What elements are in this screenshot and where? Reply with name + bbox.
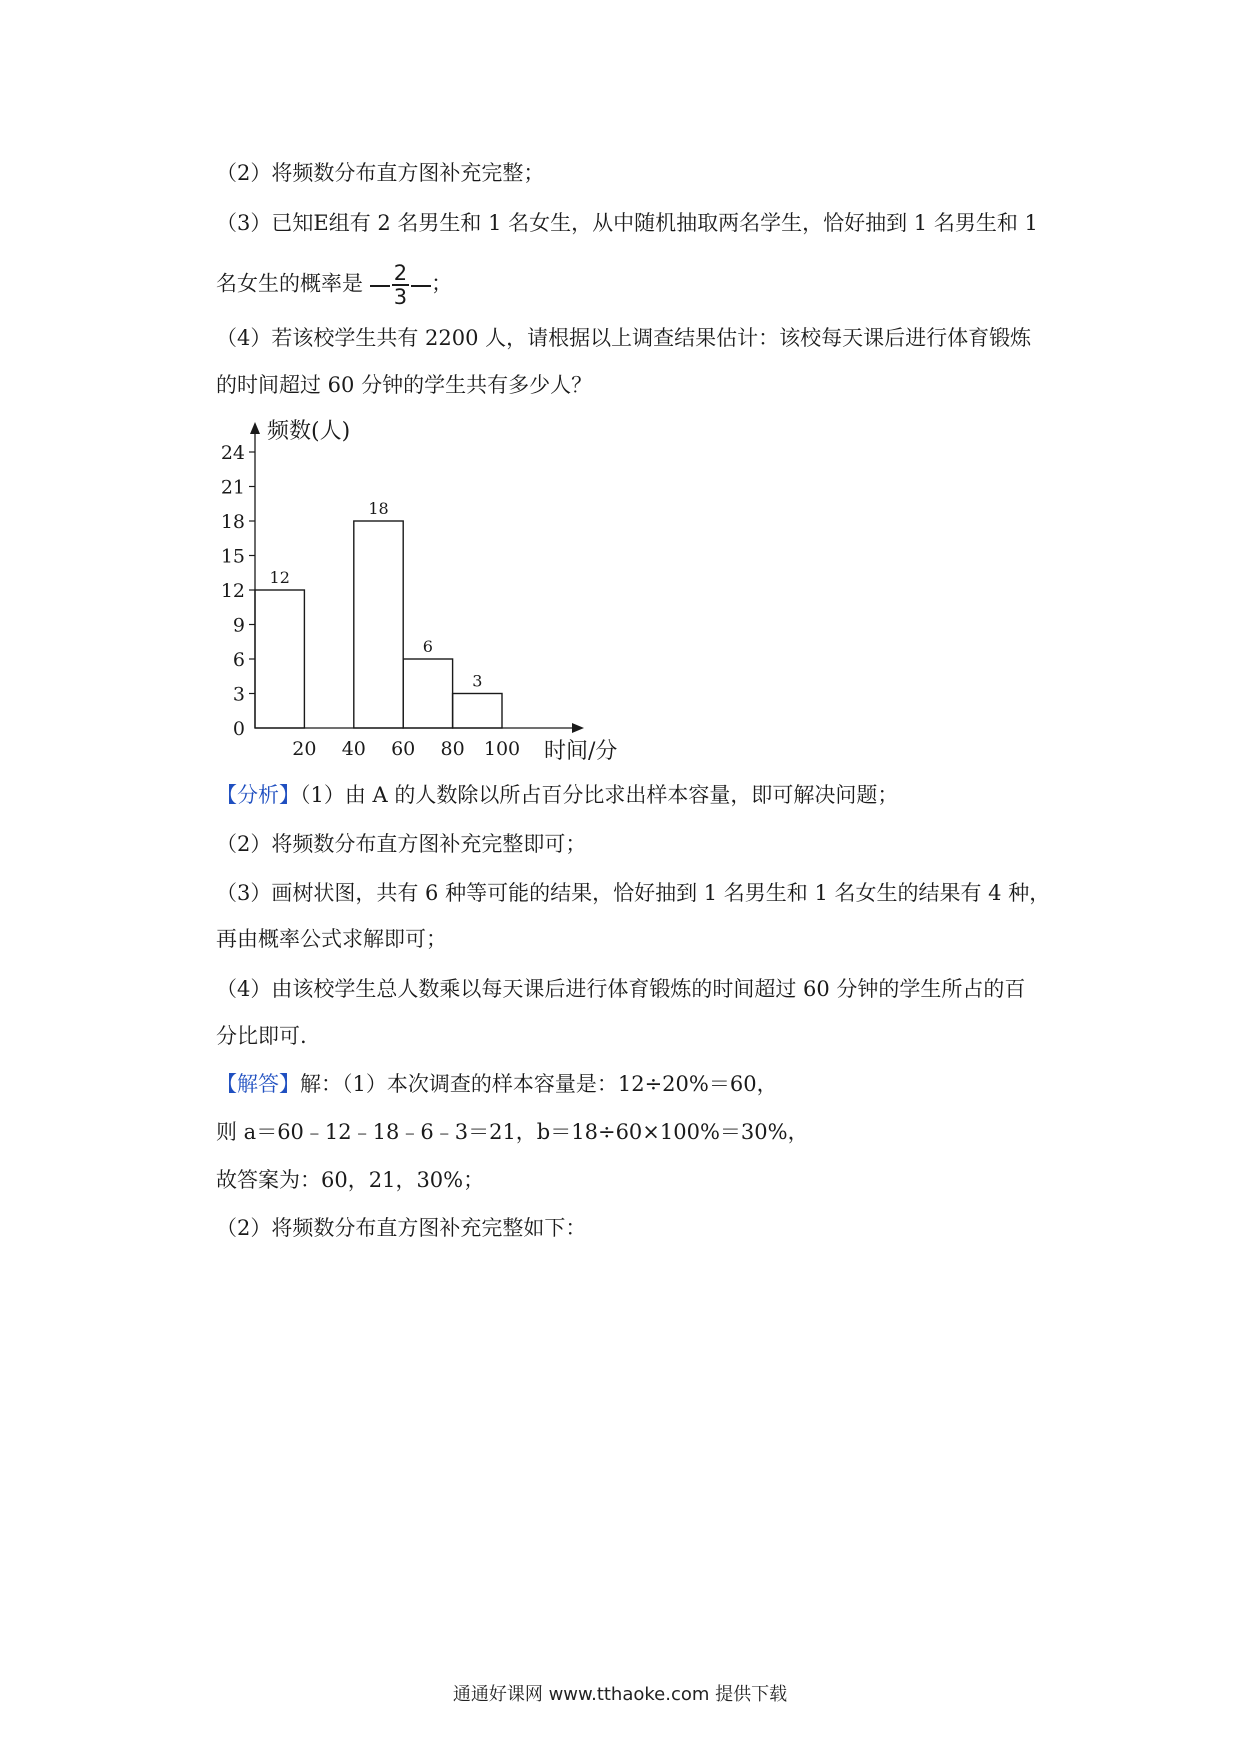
answer-1-result: 故答案为：60，21，30%； <box>216 1168 485 1192</box>
bar-value-label: 12 <box>269 568 290 587</box>
y-tick-label: 18 <box>220 511 245 533</box>
x-tick-label: 20 <box>292 738 317 760</box>
y-tick-label: 21 <box>220 476 245 499</box>
analysis-tag: 【分析】 <box>216 783 300 807</box>
answer-1 <box>216 1069 778 1099</box>
answer-blank-right <box>411 284 431 287</box>
analysis-1-text: （1）由 A 的人数除以所占百分比求出样本容量，即可解决问题； <box>300 783 899 807</box>
x-tick-label: 40 <box>341 738 366 760</box>
y-tick-label: 9 <box>232 614 245 637</box>
x-axis-arrow <box>572 723 584 733</box>
analysis-2: （2）将频数分布直方图补充完整即可； <box>216 832 587 856</box>
histogram-chart <box>215 410 635 760</box>
question-3-text: 名女生的概率是 <box>216 271 363 296</box>
question-2: （2）将频数分布直方图补充完整； <box>216 161 545 185</box>
probability-fraction <box>392 262 409 308</box>
y-tick-label: 12 <box>220 580 245 602</box>
answer-1-calc: 则 a＝60﹣12﹣18﹣6﹣3＝21，b＝18÷60×100%＝30%， <box>216 1120 809 1144</box>
fraction-numerator: 2 <box>393 261 408 285</box>
analysis-4-cont: 分比即可. <box>216 1024 307 1048</box>
y-tick-label: 0 <box>232 718 245 740</box>
analysis-4: （4）由该校学生总人数乘以每天课后进行体育锻炼的时间超过 60 分钟的学生所占的百 <box>216 977 1026 1001</box>
answer-1-text: 解：（1）本次调查的样本容量是：12÷20%＝60， <box>300 1072 778 1096</box>
analysis-3-cont: 再由概率公式求解即可； <box>216 927 447 951</box>
x-tick-label: 60 <box>391 738 416 760</box>
x-tick-label: 100 <box>483 738 521 760</box>
bar-value-label: 18 <box>368 499 389 518</box>
bar-value-label: 3 <box>472 671 483 691</box>
answer-tag: 【解答】 <box>216 1072 300 1096</box>
question-4-cont: 的时间超过 60 分钟的学生共有多少人？ <box>216 373 593 397</box>
y-tick-label: 3 <box>232 683 245 706</box>
question-3: （3）已知E组有 2 名男生和 1 名女生，从中随机抽取两名学生，恰好抽到 1 名男生和 1 <box>216 211 1038 235</box>
analysis-1 <box>216 780 898 810</box>
histogram-bar <box>255 590 304 728</box>
question-3-cont <box>216 262 452 308</box>
y-tick-label: 24 <box>220 442 245 464</box>
x-axis-label: 时间/分 <box>544 739 618 760</box>
y-tick-label: 6 <box>232 649 245 671</box>
question-4: （4）若该校学生共有 2200 人，请根据以上调查结果估计：该校每天课后进行体育锻炼 <box>216 326 1032 350</box>
y-axis-label: 频数(人) <box>267 419 351 444</box>
x-tick-label: 80 <box>440 738 465 760</box>
fraction-denominator: 3 <box>393 285 408 309</box>
footer-source: 通通好课网 www.tthaoke.com 提供下载 <box>452 1684 788 1705</box>
histogram-bar <box>453 694 502 729</box>
y-axis-arrow <box>250 422 260 434</box>
y-tick-label: 15 <box>220 545 245 568</box>
histogram-bar <box>354 521 403 728</box>
answer-blank-left <box>370 284 390 287</box>
histogram-bar <box>403 659 452 728</box>
question-3-end: ； <box>431 271 453 296</box>
answer-2: （2）将频数分布直方图补充完整如下： <box>216 1216 587 1240</box>
bar-value-label: 6 <box>422 637 433 656</box>
analysis-3: （3）画树状图，共有 6 种等可能的结果，恰好抽到 1 名男生和 1 名女生的结果有 4 种， <box>216 881 1051 905</box>
